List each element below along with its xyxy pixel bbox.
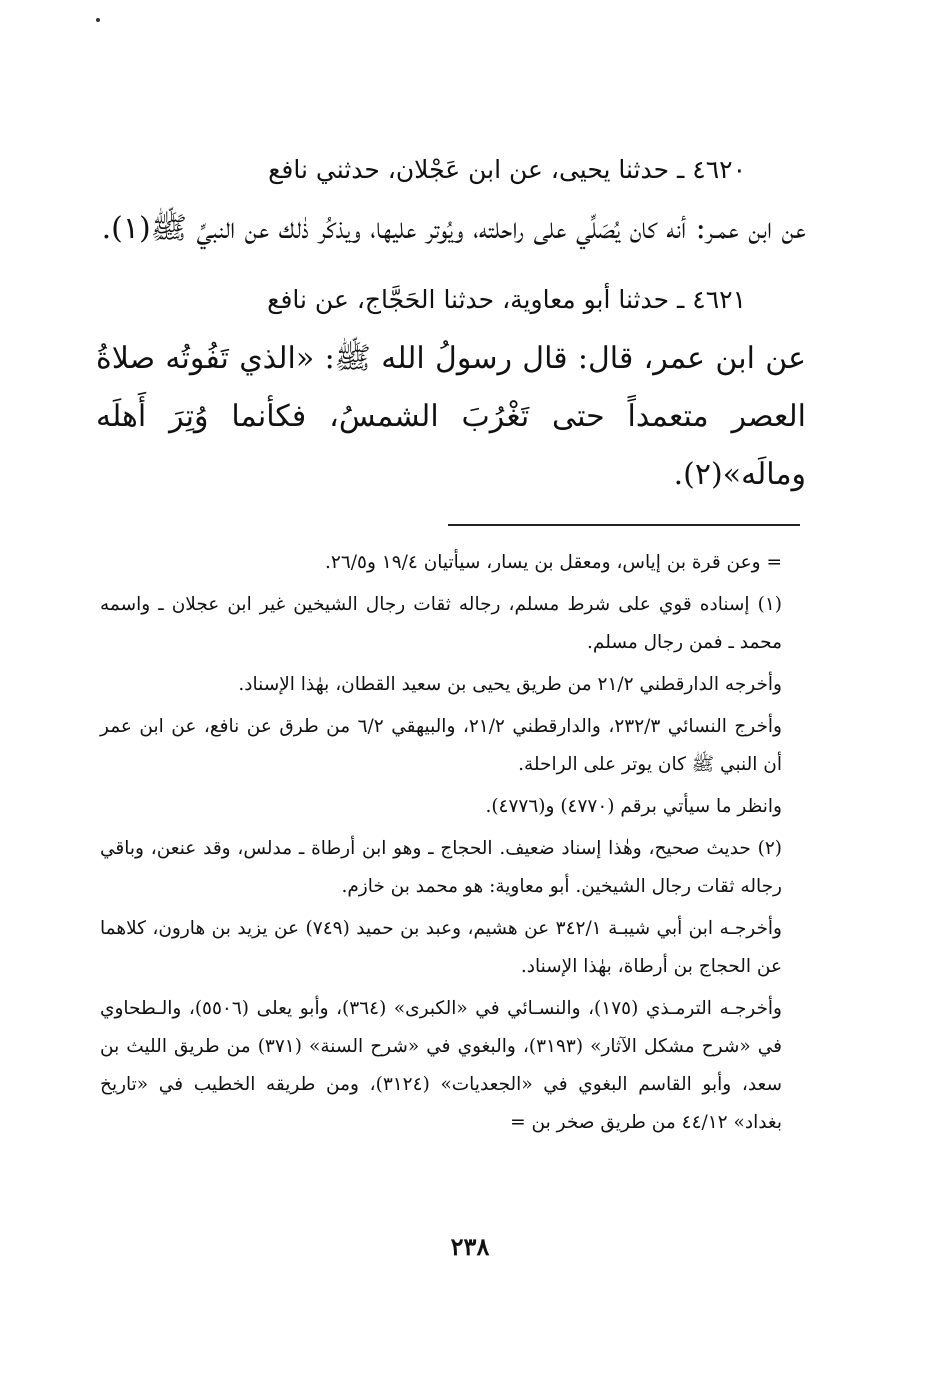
footnote-1-grading: (١) إسناده قوي على شرط مسلم، رجاله ثقات رجال الشيخين غير ابن عجلان ـ واسمه محمد ـ فمن رجال مسلم. — [100, 594, 782, 653]
footnote-2-grading: (٢) حديث صحيح، وهٰذا إسناد ضعيف. الحجاج ـ وهو ابن أرطاة ـ مدلس، وقد عنعن، وباقي رجاله ثقات رجال الشيخين. أبو معاوية: هو محمد بن خازم. — [100, 838, 782, 897]
footnote-continuation: = وعن قرة بن إياس، ومعقل بن يسار، سيأتيان ١٩/٤ و٢٦/٥. — [325, 552, 782, 573]
footnote-1-source-1: وأخرجه الدارقطني ٢١/٢ من طريق يحيى بن سعيد القطان، بهٰذا الإسناد. — [238, 674, 782, 695]
hadith-4620-chain: ٤٦٢٠ ـ حدثنا يحيى، عن ابن عَجْلان، حدثني نافع — [268, 155, 746, 184]
footnote-2-source-1: وأخرجـه ابن أبي شيبـة ٣٤٢/١ عن هشيم، وعبد بن حميد (٧٤٩) عن يزيد بن هارون، كلاهما عن الحجاج بن أرطاة، بهٰذا الإسناد. — [100, 918, 782, 977]
footnote-2-source-2: وأخرجـه الترمـذي (١٧٥)، والنسـائي في «الكبرى» (٣٦٤)، وأبو يعلى (٥٥٠٦)، والـطحاوي في «شرح مشكل الآثار» (٣١٩٣)، والبغوي في «شرح السنة» (٣٧١) من طريق الليث بن سعد، وأبو القاسم البغوي في «الجعديات» (٣١٢٤)، ومن طريقه الخطيب في «تاريخ بغداد» ٤٤/١٢ من طريق صخر بن = — [100, 998, 783, 1133]
footnote-1-source-2: وأخرج النسائي ٢٣٢/٣، والدارقطني ٢١/٢، والبيهقي ٦/٢ من طرق عن نافع، عن ابن عمر أن النبي ﷺ كان يوتر على الراحلة. — [100, 716, 782, 775]
footnotes — [100, 544, 806, 1146]
main-text — [96, 150, 806, 526]
page-number: ٢٣٨ — [450, 1232, 490, 1261]
footnote-separator — [448, 524, 800, 526]
hadith-4621-chain: ٤٦٢١ ـ حدثنا أبو معاوية، حدثنا الحَجَّاج، عن نافع — [267, 285, 746, 314]
hadith-4621-text: عن ابن عمر، قال: قال رسولُ الله ﷺ: «الذي تَفُوتُه صلاةُ العصر متعمداً حتى تَغْرُبَ الشمسُ، فكأنما وُتِرَ أَهلَه ومالَه»(٢). — [96, 341, 806, 492]
hadith-4620-text: عن ابن عمـر: أنه كان يُصَلِّي على راحلته، ويُوتر عليها، ويذكُر ذٰلك عن النبيِّ ﷺ(١). — [101, 211, 806, 246]
scan-speck — [96, 18, 100, 22]
footnote-1-see-also: وانظر ما سيأتي برقم (٤٧٧٠) و(٤٧٧٦). — [485, 796, 782, 817]
